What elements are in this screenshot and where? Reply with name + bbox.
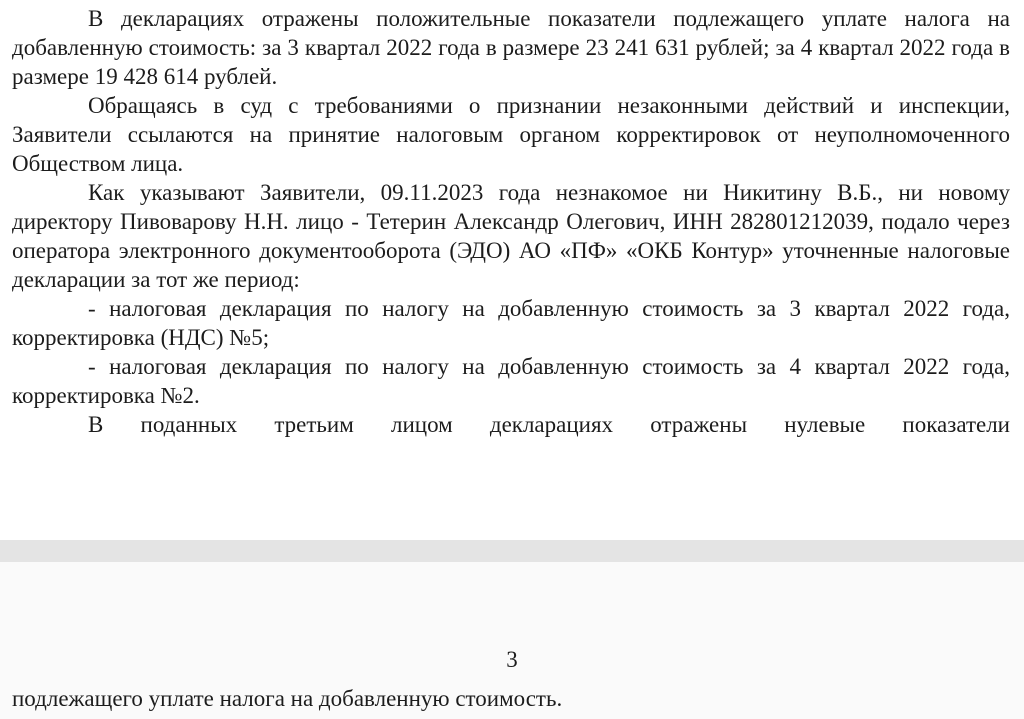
paragraph-declaration-q4: - налоговая декларация по налогу на добавленную стоимость за 4 квартал 2022 года, корректировка №2.: [12, 354, 1010, 408]
paragraph-declaration-q3: - налоговая декларация по налогу на добавленную стоимость за 3 квартал 2022 года, корректировка (НДС) №5;: [12, 296, 1010, 350]
paragraph-zero-indicators: В поданных третьим лицом декларациях отражены нулевые показатели: [88, 412, 1010, 437]
page-separator: [0, 540, 1024, 562]
paragraph-court-appeal: Обращаясь в суд с требованиями о признании незаконными действий и инспекции, Заявители ссылаются на принятие налоговым органом корректировок от неуполномоченного Обществом лица.: [12, 93, 1010, 176]
paragraph-declarations-positive: В декларациях отражены положительные показатели подлежащего уплате налога на добавленную стоимость: за 3 квартал 2022 года в размере 23 241 631 рублей; за 4 квартал 2022 года в размере 19 428 614 рублей.: [12, 6, 1010, 89]
paragraph-third-party-filing: Как указывают Заявители, 09.11.2023 года незнакомое ни Никитину В.Б., ни новому директору Пивоварову Н.Н. лицо - Тетерин Александр Олегович, ИНН 282801212039, подало через оператора электронного документооборота (ЭДО) АО «ПФ» «ОКБ Контур» уточненные налоговые декларации за тот же период:: [12, 180, 1010, 292]
continuation-text: подлежащего уплате налога на добавленную стоимость.: [12, 686, 563, 711]
page-number: 3: [506, 647, 518, 672]
document-body: [12, 4, 1010, 439]
document-page-bottom: [0, 562, 1024, 719]
